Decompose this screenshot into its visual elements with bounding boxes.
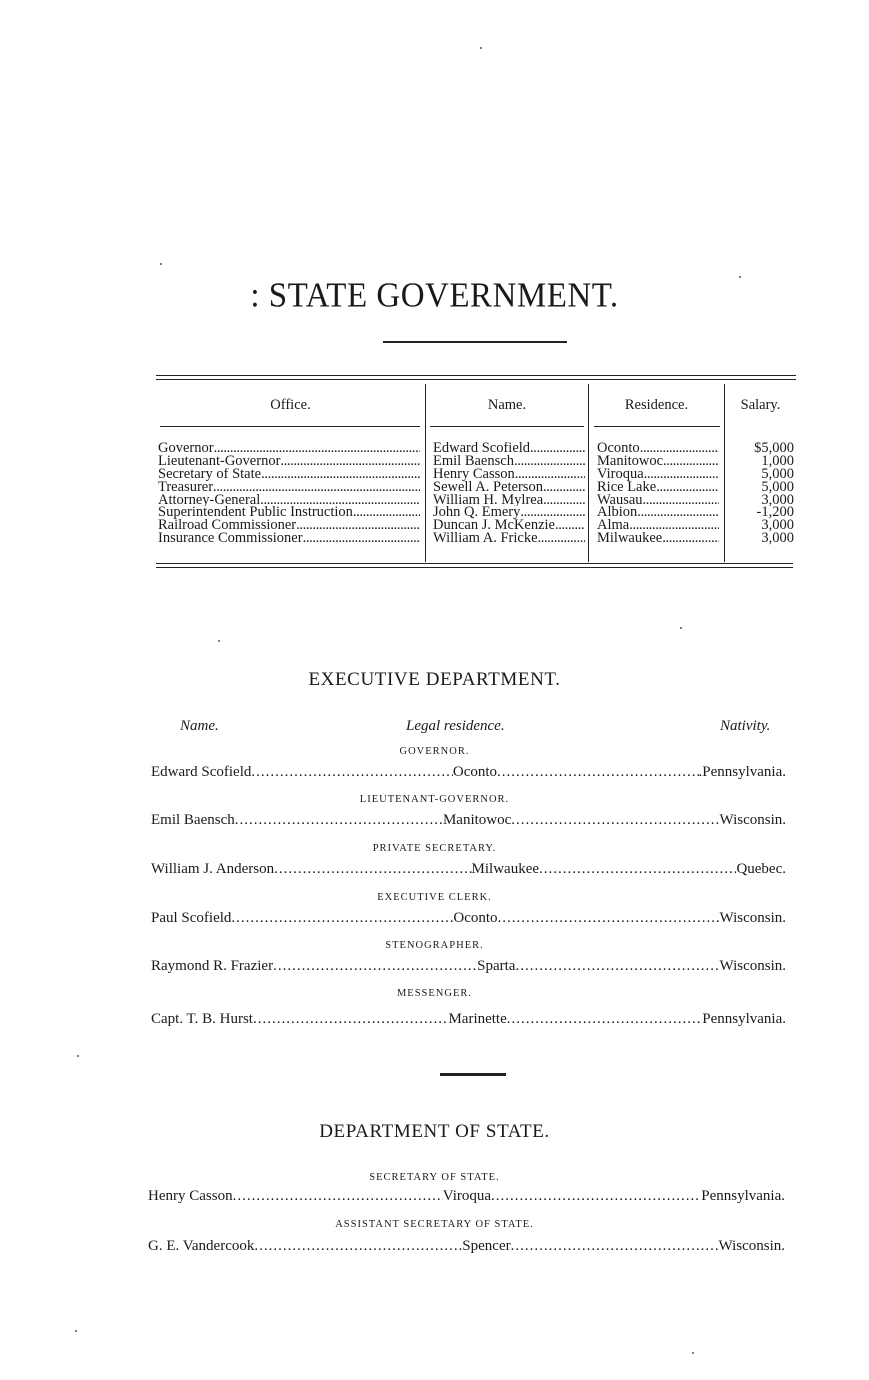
residence-cell: Wausau	[597, 493, 643, 507]
entry-residence: Sparta	[477, 958, 516, 974]
name-cell: Sewell A. Peterson	[433, 480, 543, 494]
header-salary: Salary.	[740, 397, 781, 413]
entry-nativity: Quebec.	[736, 861, 786, 877]
list-item	[148, 1238, 785, 1255]
entry-residence: Spencer	[462, 1238, 511, 1254]
residence-cell: Albion	[597, 506, 638, 520]
header-rule	[430, 426, 584, 427]
entry-residence: Manitowoc	[442, 812, 512, 828]
department-of-state-title: DEPARTMENT OF STATE.	[319, 1121, 550, 1142]
table-bottom-rule	[156, 563, 793, 568]
office-column	[158, 442, 420, 545]
scan-speck	[218, 640, 220, 642]
office-cell: Superintendent Public Instruction	[158, 506, 353, 520]
title-rule	[383, 341, 567, 343]
salary-cell: 3,000	[761, 493, 794, 507]
executive-department-title: EXECUTIVE DEPARTMENT.	[308, 669, 561, 690]
entry-name: Paul Scofield	[151, 910, 232, 926]
residence-cell: Rice Lake	[597, 480, 657, 494]
salary-cell: -1,200	[756, 506, 794, 520]
table-row	[158, 506, 420, 519]
name-cell: Edward Scofield	[433, 442, 531, 455]
page-title: : STATE GOVERNMENT.	[250, 277, 619, 315]
list-item	[151, 910, 786, 927]
position-label: MESSENGER.	[396, 988, 473, 999]
list-item	[151, 764, 786, 781]
entry-residence: Oconto	[452, 764, 498, 780]
entry-nativity: Wisconsin.	[719, 910, 786, 926]
column-header-residence: Legal residence.	[406, 718, 505, 734]
header-name: Name.	[487, 397, 527, 413]
position-label: STENOGRAPHER.	[385, 940, 484, 951]
table-row	[158, 442, 420, 455]
office-cell: Attorney-General	[158, 493, 261, 507]
scan-speck	[680, 627, 682, 629]
name-cell: William H. Mylrea	[433, 493, 544, 507]
table-row	[158, 455, 420, 468]
table-row	[158, 468, 420, 481]
office-cell: Governor	[158, 442, 214, 455]
name-cell: Emil Baensch	[433, 454, 514, 468]
section-divider	[440, 1073, 506, 1076]
office-cell: Secretary of State	[158, 467, 262, 481]
table-row	[158, 532, 420, 545]
scan-speck	[739, 276, 741, 278]
header-residence: Residence.	[624, 397, 689, 413]
name-cell: Duncan J. McKenzie	[433, 519, 555, 533]
position-label: LIEUTENANT-GOVERNOR.	[359, 794, 510, 805]
salary-cell: 5,000	[761, 480, 794, 494]
list-item	[151, 958, 786, 975]
entry-name: Edward Scofield	[151, 764, 252, 780]
header-office: Office.	[270, 397, 311, 413]
list-item	[151, 861, 786, 878]
entry-name: William J. Anderson	[151, 861, 275, 877]
list-item	[151, 812, 786, 829]
salary-cell: 1,000	[761, 454, 794, 468]
entry-nativity: Wisconsin.	[718, 1238, 786, 1254]
office-cell: Treasurer	[158, 480, 214, 494]
residence-column	[597, 442, 719, 545]
residence-cell: Alma	[597, 519, 630, 533]
residence-cell: Viroqua	[597, 467, 644, 481]
header-rule	[160, 426, 420, 427]
table-row	[158, 481, 420, 494]
entry-residence: Viroqua	[442, 1188, 492, 1204]
entry-name: Raymond R. Frazier	[151, 958, 274, 974]
position-label: EXECUTIVE CLERK.	[377, 892, 492, 903]
residence-cell: Oconto	[597, 442, 640, 455]
list-item	[148, 1188, 785, 1205]
entry-name: G. E. Vandercook	[148, 1238, 255, 1254]
header-rule	[594, 426, 720, 427]
entry-nativity: Wisconsin.	[719, 812, 787, 828]
salary-column	[728, 442, 794, 545]
entry-nativity: Pennsylvania.	[701, 1188, 785, 1204]
entry-name: Emil Baensch	[151, 812, 235, 828]
position-label: SECRETARY OF STATE.	[369, 1172, 500, 1183]
scan-speck	[77, 1055, 79, 1057]
table-top-rule	[156, 375, 796, 380]
entry-nativity: .Pennsylvania.	[698, 764, 786, 780]
position-label: ASSISTANT SECRETARY OF STATE.	[335, 1219, 534, 1230]
residence-cell: Manitowoc	[597, 454, 664, 468]
salary-cell: $5,000	[754, 442, 794, 455]
salary-cell: 3,000	[761, 519, 794, 533]
column-header-nativity: Nativity.	[720, 718, 771, 734]
position-label: GOVERNOR.	[399, 746, 470, 757]
entry-nativity: Wisconsin.	[719, 958, 786, 974]
office-cell: Lieutenant-Governor	[158, 454, 281, 468]
entry-residence: Marinette	[448, 1011, 507, 1027]
office-cell: Insurance Commissioner	[158, 532, 303, 546]
entry-residence: Milwaukee	[471, 861, 540, 877]
table-row	[158, 519, 420, 532]
entry-name: Henry Casson	[148, 1188, 233, 1204]
scan-speck	[692, 1352, 694, 1354]
name-cell: John Q. Emery	[433, 506, 521, 520]
list-item	[151, 1011, 786, 1028]
office-cell: Railroad Commissioner	[158, 519, 297, 533]
name-cell: William A. Fricke	[433, 532, 538, 546]
salary-cell: 3,000	[761, 532, 794, 546]
salary-cell: 5,000	[761, 467, 794, 481]
scan-speck	[160, 263, 162, 265]
entry-residence: Oconto	[453, 910, 498, 926]
scan-speck	[75, 1330, 77, 1332]
scan-speck	[480, 47, 482, 49]
entry-nativity: Pennsylvania.	[702, 1011, 787, 1027]
name-cell: Henry Casson	[433, 467, 515, 481]
entry-name: Capt. T. B. Hurst	[151, 1011, 253, 1027]
position-label: PRIVATE SECRETARY.	[372, 843, 497, 854]
name-column	[433, 442, 585, 545]
residence-cell: Milwaukee	[597, 532, 663, 546]
table-row	[158, 494, 420, 507]
column-header-name: Name.	[180, 718, 219, 734]
